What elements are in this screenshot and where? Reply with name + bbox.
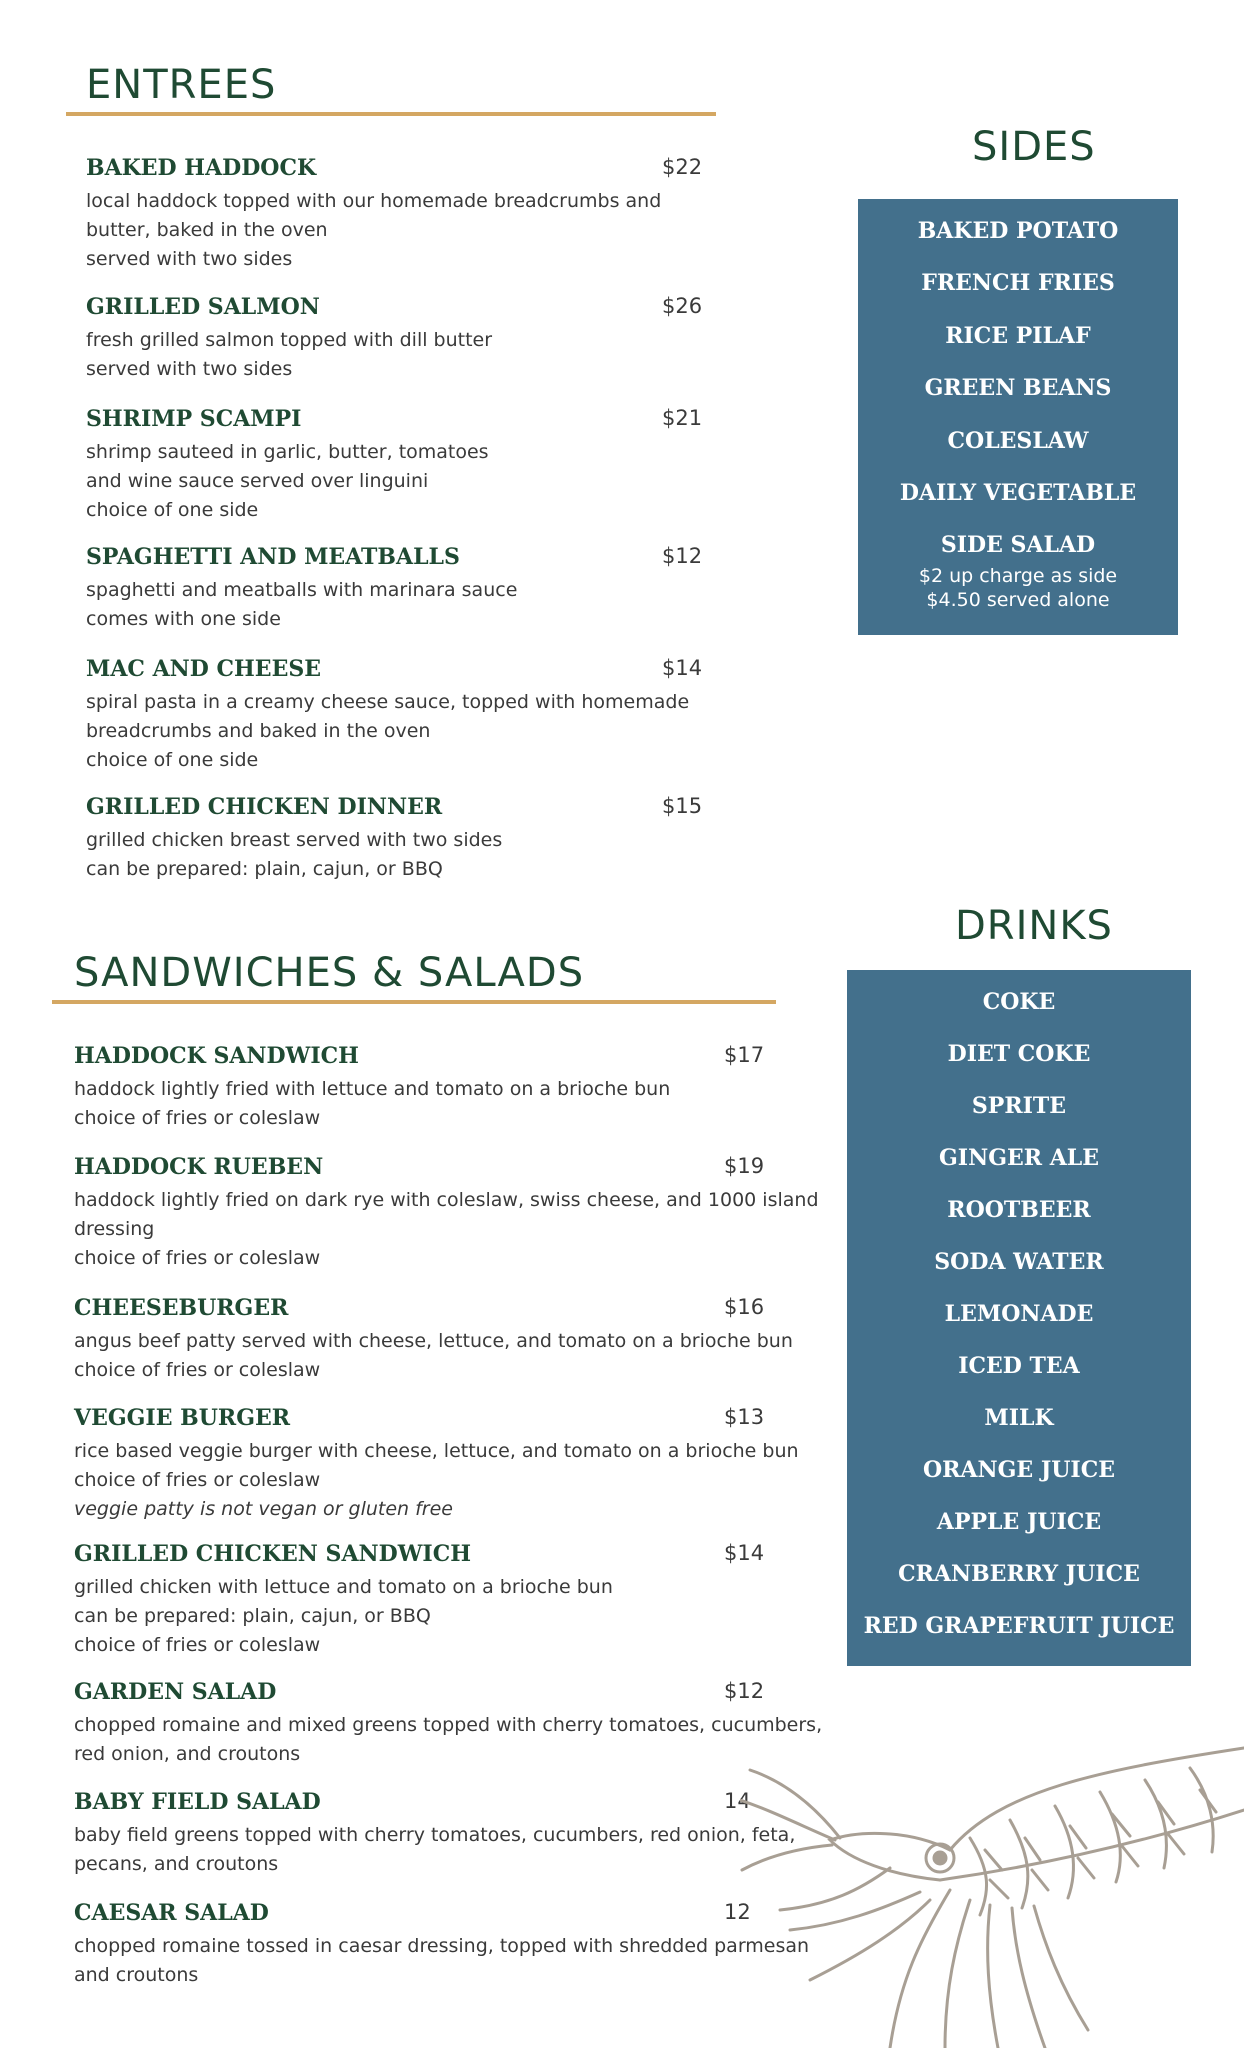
description-line: fresh grilled salmon topped with dill butter — [86, 329, 493, 351]
description-line: pecans, and croutons — [74, 1853, 279, 1875]
shrimp-illustration-icon — [740, 1730, 1244, 2048]
description-line: haddock lightly fried on dark rye with coleslaw, swiss cheese, and 1000 island — [74, 1189, 819, 1211]
item-price: $13 — [724, 1405, 765, 1429]
item-price: 12 — [724, 1900, 751, 1924]
description-line: and wine sauce served over linguini — [86, 470, 429, 492]
drinks-list — [847, 989, 1191, 1665]
sides-box — [858, 199, 1178, 635]
item-price: $14 — [662, 656, 703, 680]
drinks-item: GINGER ALE — [939, 1145, 1099, 1171]
description-line: grilled chicken with lettuce and tomato on a brioche bun — [74, 1576, 613, 1598]
item-price: $21 — [662, 406, 703, 430]
item-price: $12 — [724, 1679, 765, 1703]
sides-title: SIDES — [972, 124, 1096, 170]
sides-item: SIDE SALAD — [940, 532, 1096, 559]
description-line: spiral pasta in a creamy cheese sauce, topped with homemade — [86, 691, 690, 713]
item-description — [74, 1075, 670, 1133]
sandwiches-divider — [52, 1000, 776, 1004]
item-description — [74, 1711, 822, 1769]
item-name: GRILLED SALMON — [86, 294, 320, 320]
sandwiches-title: SANDWICHES & SALADS — [74, 950, 585, 996]
item-name: GRILLED CHICKEN DINNER — [86, 794, 443, 820]
description-line: angus beef patty served with cheese, lettuce, and tomato on a brioche bun — [74, 1330, 793, 1352]
description-line: served with two sides — [86, 248, 293, 270]
item-price: 14 — [724, 1789, 751, 1813]
description-line: comes with one side — [86, 608, 281, 630]
description-line: rice based veggie burger with cheese, lettuce, and tomato on a brioche bun — [74, 1440, 799, 1462]
drinks-item: SODA WATER — [934, 1249, 1104, 1275]
sides-item: COLESLAW — [947, 427, 1089, 454]
sides-item: DAILY VEGETABLE — [899, 479, 1137, 506]
item-description — [74, 1186, 819, 1273]
item-description — [86, 326, 492, 384]
item-name: HADDOCK SANDWICH — [74, 1043, 359, 1069]
description-line: served with two sides — [86, 358, 293, 380]
description-line: butter, baked in the oven — [86, 219, 328, 241]
item-name: GARDEN SALAD — [74, 1679, 277, 1705]
description-line: choice of fries or coleslaw — [74, 1634, 321, 1656]
item-name: MAC AND CHEESE — [86, 656, 321, 682]
description-line: can be prepared: plain, cajun, or BBQ — [74, 1605, 431, 1627]
description-line: spaghetti and meatballs with marinara sauce — [86, 579, 518, 601]
sides-item: BAKED POTATO — [917, 218, 1119, 244]
item-description — [86, 438, 489, 525]
description-line: chopped romaine and mixed greens topped with cherry tomatoes, cucumbers, — [74, 1714, 823, 1736]
drinks-item: CRANBERRY JUICE — [898, 1561, 1140, 1587]
item-description — [74, 1573, 613, 1660]
description-line: choice of fries or coleslaw — [74, 1359, 321, 1381]
description-line: choice of fries or coleslaw — [74, 1469, 321, 1491]
description-line: dressing — [74, 1218, 155, 1240]
item-price: $14 — [724, 1541, 765, 1565]
item-description — [74, 1932, 809, 1990]
item-price: $12 — [662, 544, 703, 568]
drinks-item: COKE — [982, 989, 1056, 1015]
item-description — [86, 826, 502, 884]
entrees-title: ENTREES — [86, 62, 277, 108]
description-line: red onion, and croutons — [74, 1743, 301, 1765]
description-line: choice of one side — [86, 499, 259, 521]
item-description — [86, 187, 661, 274]
sides-item: FRENCH FRIES — [921, 270, 1115, 297]
description-line: choice of fries or coleslaw — [74, 1107, 321, 1129]
description-line: chopped romaine tossed in caesar dressing, topped with shredded parmesan — [74, 1935, 810, 1957]
drinks-item: ROOTBEER — [947, 1197, 1091, 1223]
item-name: HADDOCK RUEBEN — [74, 1154, 324, 1180]
entrees-divider — [66, 112, 716, 116]
item-name: CHEESEBURGER — [74, 1295, 289, 1321]
item-price: $22 — [662, 155, 703, 179]
drinks-item: LEMONADE — [944, 1301, 1094, 1327]
item-price: $15 — [662, 794, 703, 818]
description-line: grilled chicken breast served with two sides — [86, 829, 503, 851]
description-line: shrimp sauteed in garlic, butter, tomatoes — [86, 441, 489, 463]
drinks-item: APPLE JUICE — [936, 1509, 1102, 1535]
item-name: BABY FIELD SALAD — [74, 1789, 321, 1815]
item-price: $16 — [724, 1295, 765, 1319]
item-description — [86, 576, 517, 634]
side-salad-note-2: $4.50 served alone — [926, 589, 1110, 612]
drinks-item: ICED TEA — [958, 1353, 1080, 1379]
item-price: $26 — [662, 294, 703, 318]
description-line: and croutons — [74, 1964, 199, 1986]
description-line: choice of one side — [86, 749, 259, 771]
drinks-item: ORANGE JUICE — [922, 1457, 1115, 1483]
item-price: $17 — [724, 1043, 765, 1067]
description-line: haddock lightly fried with lettuce and tomato on a brioche bun — [74, 1078, 671, 1100]
drinks-box — [847, 970, 1191, 1666]
item-name: SPAGHETTI AND MEATBALLS — [86, 544, 460, 570]
drinks-item: MILK — [984, 1405, 1054, 1431]
description-line: can be prepared: plain, cajun, or BBQ — [86, 858, 443, 880]
item-name: CAESAR SALAD — [74, 1900, 269, 1926]
item-name: SHRIMP SCAMPI — [86, 406, 302, 432]
item-description — [74, 1327, 793, 1385]
sides-item: GREEN BEANS — [924, 375, 1112, 402]
side-salad-note-1: $2 up charge as side — [918, 565, 1118, 588]
description-line: local haddock topped with our homemade breadcrumbs and — [86, 190, 662, 212]
description-line: choice of fries or coleslaw — [74, 1247, 321, 1269]
description-line: breadcrumbs and baked in the oven — [86, 720, 431, 742]
sides-list — [858, 218, 1178, 562]
item-name: VEGGIE BURGER — [74, 1405, 291, 1431]
drinks-item: SPRITE — [971, 1093, 1067, 1119]
drinks-item: RED GRAPEFRUIT JUICE — [863, 1613, 1175, 1639]
item-description — [86, 688, 689, 775]
item-price: $19 — [724, 1154, 765, 1178]
item-note: veggie patty is not vegan or gluten free — [74, 1498, 453, 1520]
item-name: BAKED HADDOCK — [86, 155, 317, 181]
item-name: GRILLED CHICKEN SANDWICH — [74, 1541, 471, 1567]
drinks-item: DIET COKE — [947, 1041, 1091, 1067]
description-line: baby field greens topped with cherry tomatoes, cucumbers, red onion, feta, — [74, 1824, 796, 1846]
sides-item: RICE PILAF — [945, 322, 1091, 349]
item-description — [74, 1821, 795, 1879]
item-description — [74, 1437, 799, 1524]
drinks-title: DRINKS — [955, 903, 1113, 949]
